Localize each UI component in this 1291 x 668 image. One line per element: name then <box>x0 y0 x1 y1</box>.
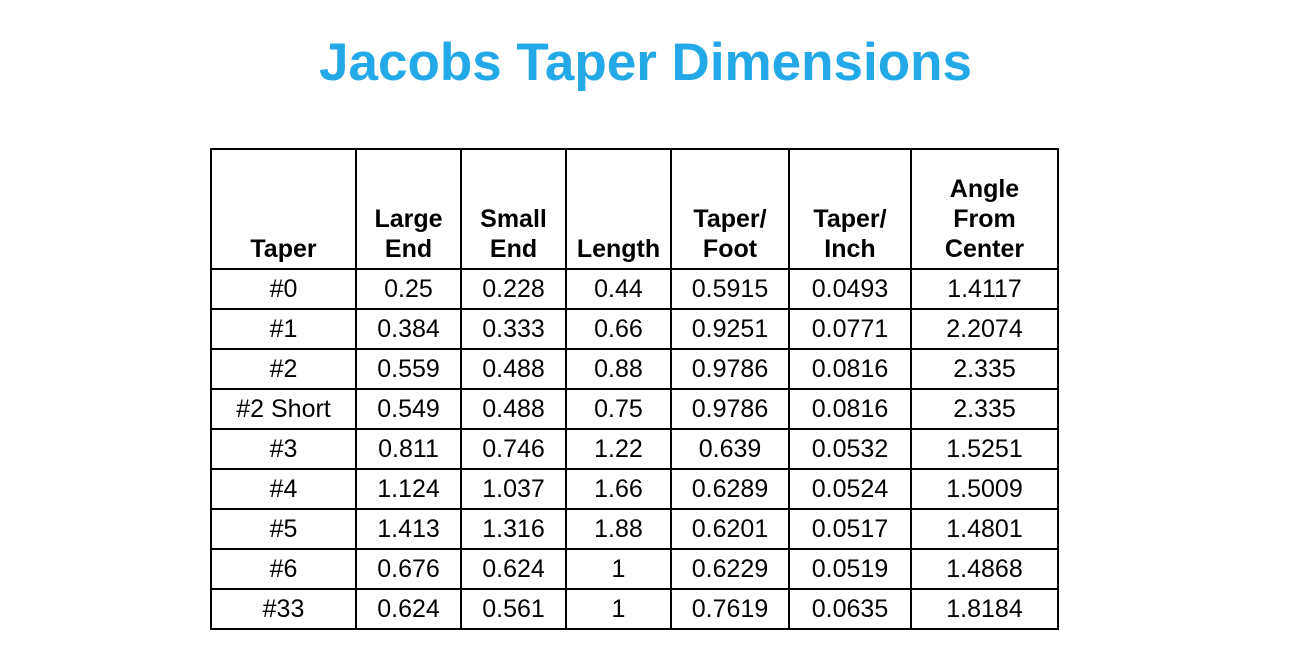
cell-large-end: 0.676 <box>356 549 461 589</box>
cell-taper-per-inch: 0.0493 <box>789 269 911 309</box>
table-row <box>211 309 1058 349</box>
cell-taper-per-foot: 0.6201 <box>671 509 789 549</box>
cell-length: 0.44 <box>566 269 671 309</box>
cell-large-end: 0.384 <box>356 309 461 349</box>
cell-small-end: 0.228 <box>461 269 566 309</box>
column-header-large-end-line-2: End <box>384 235 433 263</box>
column-header-taper-per-foot-line-2: Foot <box>702 235 758 263</box>
cell-small-end: 0.488 <box>461 349 566 389</box>
cell-angle-from-center: 1.4868 <box>911 549 1058 589</box>
cell-large-end: 0.549 <box>356 389 461 429</box>
table-row <box>211 509 1058 549</box>
cell-taper-per-inch: 0.0524 <box>789 469 911 509</box>
column-header-angle-from-center <box>911 149 1058 269</box>
column-header-taper <box>211 149 356 269</box>
column-header-taper-line-1: Taper <box>250 235 317 263</box>
page-title: Jacobs Taper Dimensions <box>319 33 972 92</box>
column-header-length-line-1: Length <box>576 235 661 263</box>
cell-taper: #3 <box>211 429 356 469</box>
cell-large-end: 0.559 <box>356 349 461 389</box>
cell-angle-from-center: 1.4117 <box>911 269 1058 309</box>
cell-length: 1 <box>566 549 671 589</box>
cell-length: 1 <box>566 589 671 629</box>
cell-length: 1.66 <box>566 469 671 509</box>
cell-taper-per-inch: 0.0771 <box>789 309 911 349</box>
cell-length: 0.66 <box>566 309 671 349</box>
cell-small-end: 1.316 <box>461 509 566 549</box>
cell-length: 1.88 <box>566 509 671 549</box>
cell-taper-per-foot: 0.639 <box>671 429 789 469</box>
table-row <box>211 469 1058 509</box>
cell-angle-from-center: 2.2074 <box>911 309 1058 349</box>
cell-taper: #0 <box>211 269 356 309</box>
cell-small-end: 0.561 <box>461 589 566 629</box>
column-header-angle-line-3: Center <box>944 235 1025 263</box>
cell-small-end: 0.488 <box>461 389 566 429</box>
column-header-angle-line-1: Angle <box>949 175 1020 203</box>
column-header-taper-per-inch <box>789 149 911 269</box>
cell-small-end: 0.746 <box>461 429 566 469</box>
table-row <box>211 589 1058 629</box>
cell-small-end: 0.624 <box>461 549 566 589</box>
cell-taper: #5 <box>211 509 356 549</box>
cell-taper: #2 Short <box>211 389 356 429</box>
column-header-length <box>566 149 671 269</box>
cell-angle-from-center: 2.335 <box>911 389 1058 429</box>
cell-angle-from-center: 2.335 <box>911 349 1058 389</box>
cell-large-end: 0.624 <box>356 589 461 629</box>
cell-taper: #6 <box>211 549 356 589</box>
column-header-small-end <box>461 149 566 269</box>
cell-taper-per-inch: 0.0635 <box>789 589 911 629</box>
cell-taper: #1 <box>211 309 356 349</box>
cell-taper: #33 <box>211 589 356 629</box>
cell-length: 0.88 <box>566 349 671 389</box>
cell-taper-per-foot: 0.6289 <box>671 469 789 509</box>
cell-taper-per-foot: 0.7619 <box>671 589 789 629</box>
column-header-taper-per-inch-line-2: Inch <box>824 235 876 263</box>
cell-taper-per-inch: 0.0816 <box>789 349 911 389</box>
cell-large-end: 1.124 <box>356 469 461 509</box>
table-row <box>211 349 1058 389</box>
cell-taper-per-inch: 0.0532 <box>789 429 911 469</box>
cell-large-end: 1.413 <box>356 509 461 549</box>
cell-small-end: 0.333 <box>461 309 566 349</box>
table-body <box>211 269 1058 629</box>
cell-length: 1.22 <box>566 429 671 469</box>
taper-dimensions-table <box>210 148 1059 630</box>
column-header-large-end <box>356 149 461 269</box>
cell-taper-per-foot: 0.9251 <box>671 309 789 349</box>
cell-taper: #4 <box>211 469 356 509</box>
table-header <box>211 149 1058 269</box>
column-header-small-end-line-1: Small <box>480 205 547 233</box>
cell-angle-from-center: 1.8184 <box>911 589 1058 629</box>
column-header-large-end-line-1: Large <box>374 205 443 233</box>
cell-taper-per-foot: 0.9786 <box>671 349 789 389</box>
table-header-row <box>211 149 1058 269</box>
column-header-taper-per-foot <box>671 149 789 269</box>
cell-large-end: 0.25 <box>356 269 461 309</box>
cell-taper-per-inch: 0.0519 <box>789 549 911 589</box>
table-row <box>211 429 1058 469</box>
cell-taper-per-inch: 0.0816 <box>789 389 911 429</box>
cell-taper-per-foot: 0.6229 <box>671 549 789 589</box>
cell-taper-per-inch: 0.0517 <box>789 509 911 549</box>
cell-taper-per-foot: 0.9786 <box>671 389 789 429</box>
column-header-taper-per-foot-line-1: Taper/ <box>693 205 767 233</box>
column-header-taper-per-inch-line-1: Taper/ <box>813 205 887 233</box>
column-header-small-end-line-2: End <box>489 235 538 263</box>
cell-angle-from-center: 1.5009 <box>911 469 1058 509</box>
cell-angle-from-center: 1.5251 <box>911 429 1058 469</box>
cell-length: 0.75 <box>566 389 671 429</box>
cell-small-end: 1.037 <box>461 469 566 509</box>
table-row <box>211 269 1058 309</box>
table-row <box>211 549 1058 589</box>
column-header-angle-line-2: From <box>953 205 1016 233</box>
cell-taper: #2 <box>211 349 356 389</box>
cell-large-end: 0.811 <box>356 429 461 469</box>
cell-taper-per-foot: 0.5915 <box>671 269 789 309</box>
taper-table-container <box>210 148 1057 630</box>
cell-angle-from-center: 1.4801 <box>911 509 1058 549</box>
table-row <box>211 389 1058 429</box>
